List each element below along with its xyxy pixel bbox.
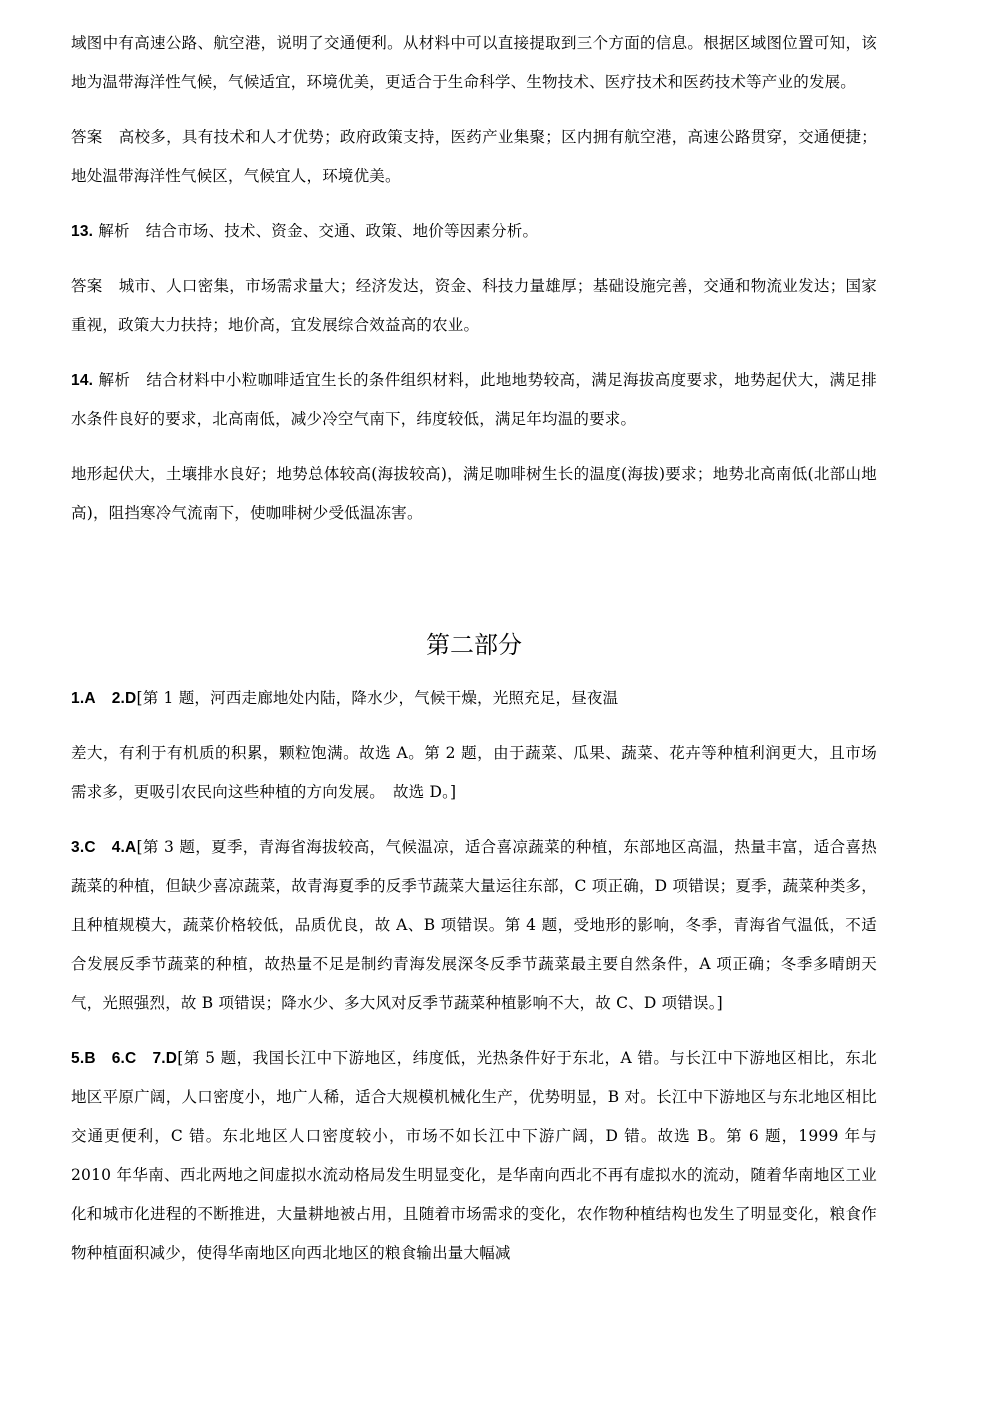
paragraph-q1-q2-line2: [71, 734, 877, 812]
paragraph-text: 域图中有高速公路、航空港，说明了交通便利。从材料中可以直接提取到三个方面的信息。根据区域图位置可知，该地为温带海洋性气候，气候适宜，环境优美，更适合于生命科学、生物技术、医疗技术和医药技术等产业的发展。: [71, 34, 877, 91]
analysis-text: 结合材料中小粒咖啡适宜生长的条件组织材料，此地地势较高，满足海拔高度要求，地势起伏大，满足排水条件良好的要求，北高南低，减少冷空气南下，纬度较低，满足年均温的要求。: [71, 371, 877, 428]
answer-key-4: 4.A: [111, 839, 137, 856]
analysis-text: 结合市场、技术、资金、交通、政策、地价等因素分析。: [145, 222, 539, 240]
answer-key-6: 6.C: [111, 1050, 137, 1067]
answer-key-2: 2.D: [111, 690, 137, 707]
answer-text: 地形起伏大，土壤排水良好；地势总体较高(海拔较高)，满足咖啡树生长的温度(海拔)要求；地势北高南低(北部山地高)，阻挡寒冷气流南下，使咖啡树少受低温冻害。: [71, 465, 877, 522]
answer-text: 高校多，具有技术和人才优势；政府政策支持，医药产业集聚；区内拥有航空港，高速公路贯穿，交通便捷；地处温带海洋性气候区，气候宜人，环境优美。: [71, 128, 877, 185]
document-page: [71, 24, 877, 1273]
paragraph-q1-q2-line1: [71, 679, 877, 718]
section-title: 第二部分: [426, 631, 522, 659]
paragraph-q13-answer: [71, 267, 877, 345]
analysis-label: 解析: [98, 222, 130, 240]
paragraph-q13-analysis: [71, 212, 877, 251]
question-number: 14.: [71, 372, 94, 389]
explanation-text: [第 5 题，我国长江中下游地区，纬度低，光热条件好于东北，A 错。与长江中下游地区相比，东北地区平原广阔，人口密度小，地广人稀，适合大规模机械化生产，优势明显，B 对。长江中下游地区与东北地区相比交通更便利，C 错。东北地区人口密度较小，市场不如长江中下游广阔，D 错。故选 B。第 6 题，1999 年与 2010 年华南、西北两地之间虚拟水流动格局发生明显变化，是华南向西北不再有虚拟水的流动，随着华南地区工业化和城市化进程的不断推进，大量耕地被占用，且随着市场需求的变化，农作物种植结构也发生了明显变化，粮食作物种植面积减少，使得华南地区向西北地区的粮食输出量大幅减: [71, 1049, 877, 1262]
question-number: 13.: [71, 223, 94, 240]
explanation-text: [第 1 题，河西走廊地处内陆，降水少，气候干燥，光照充足，昼夜温: [136, 689, 619, 707]
answer-key-5: 5.B: [71, 1050, 96, 1067]
paragraph-q14-answer: [71, 455, 877, 533]
answer-label: 答案: [71, 277, 103, 295]
analysis-label: 解析: [98, 371, 131, 389]
paragraph-q14-analysis: [71, 361, 877, 439]
paragraph-q12-analysis-continued: [71, 24, 877, 102]
answer-key-7: 7.D: [152, 1050, 178, 1067]
paragraph-q3-q4: [71, 828, 877, 1023]
paragraph-q12-answer: [71, 118, 877, 196]
explanation-text: 差大，有利于有机质的积累，颗粒饱满。故选 A。第 2 题，由于蔬菜、瓜果、蔬菜、花卉等种植利润更大，且市场需求多，更吸引农民向这些种植的方向发展。 故选 D。]: [71, 744, 877, 801]
answer-key-3: 3.C: [71, 839, 96, 856]
answer-text: 城市、人口密集，市场需求量大；经济发达，资金、科技力量雄厚；基础设施完善，交通和物流业发达；国家重视，政策大力扶持；地价高，宜发展综合效益高的农业。: [71, 277, 877, 334]
answer-key-1: 1.A: [71, 690, 96, 707]
answer-label: 答案: [71, 128, 103, 146]
paragraph-q5-q7: [71, 1039, 877, 1273]
explanation-text: [第 3 题，夏季，青海省海拔较高，气候温凉，适合喜凉蔬菜的种植，东部地区高温，热量丰富，适合喜热蔬菜的种植，但缺少喜凉蔬菜，故青海夏季的反季节蔬菜大量运往东部，C 项正确，D 项错误；夏季，蔬菜种类多，且种植规模大，蔬菜价格较低，品质优良，故 A、B 项错误。第 4 题，受地形的影响，冬季，青海省气温低，不适合发展反季节蔬菜的种植，故热量不足是制约青海发展深冬反季节蔬菜最主要自然条件，A 项正确；冬季多晴朗天气，光照强烈，故 B 项错误；降水少、多大风对反季节蔬菜种植影响不大，故 C、D 项错误。]: [71, 838, 877, 1012]
